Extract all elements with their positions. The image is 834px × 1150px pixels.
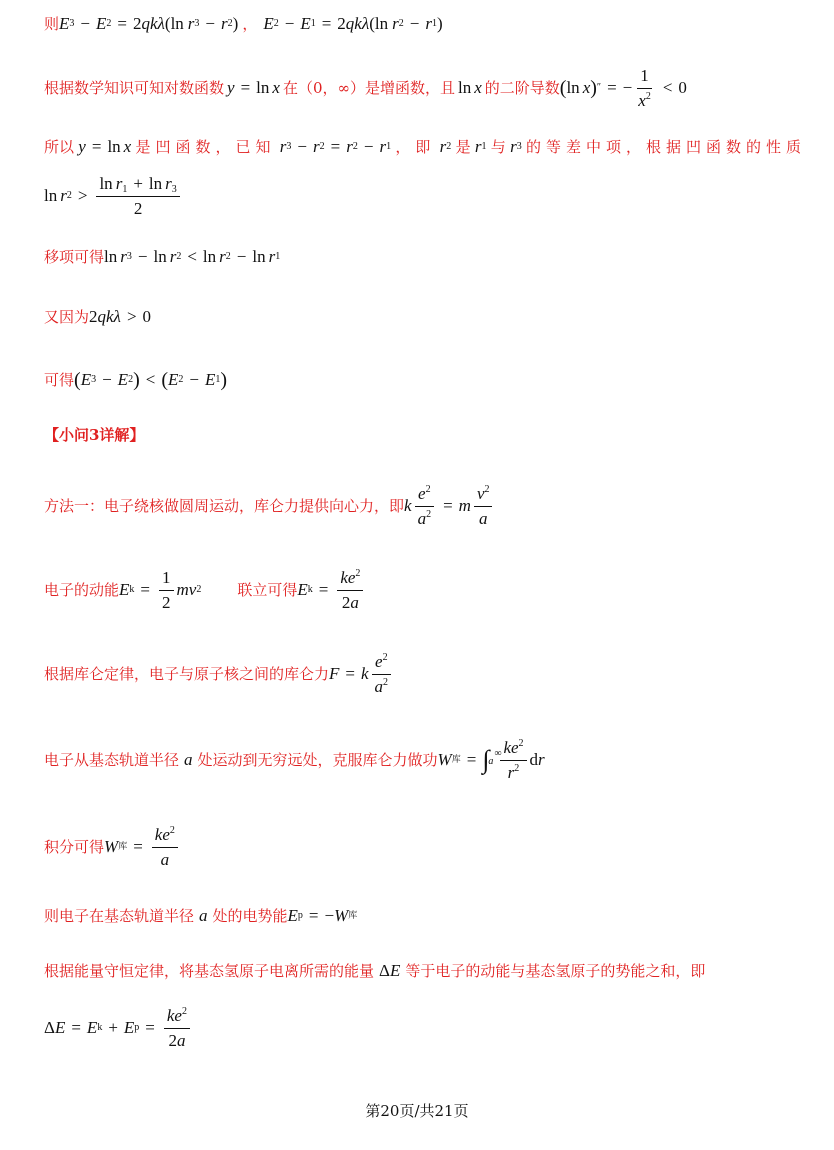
text-method-one: 方法一：电子绕核做圆周运动，库仑力提供向心力，即 (44, 497, 405, 515)
line-coulomb-law (44, 650, 806, 698)
line-positive (44, 307, 806, 327)
formula-coulomb-force: F = k $\frac{e^2}{a^2}$ (329, 652, 394, 697)
formula-y-ln-x: y = ln x (227, 78, 280, 97)
text-middle-term: 的等差中项，根据凹函数的性质 (525, 138, 806, 156)
formula-ln-r2-inequality: ln r 2 > $\frac{\ln r_1 + \ln r_3}{2}$ (44, 174, 183, 219)
page-number: 第20页/共21页 (365, 1102, 469, 1120)
formula-y-ln-x-2: y = ln x (78, 137, 132, 156)
text-concave: 是凹函数，已知 (135, 138, 276, 156)
line-energy-differences (44, 14, 806, 34)
formula-centripetal: k $\frac{e^2}{a^2}$ = m $\frac{v^2}{a}$ (404, 484, 495, 529)
line-log-function-property (44, 65, 806, 110)
line-integral-result (44, 823, 806, 871)
section-heading (44, 425, 806, 445)
line-method-one (44, 482, 806, 530)
text-potential-a: 则电子在基态轨道半径 (44, 907, 195, 925)
line-concave-function (44, 137, 806, 157)
text-because: 又因为 (44, 308, 90, 326)
line-work-integral (44, 736, 806, 784)
formula-ek-ke2-2a: E k = $\frac{ke^2}{2a}$ (297, 568, 366, 613)
symbol-r3: r 3 (510, 137, 522, 156)
text-suoyi: 所以 (44, 138, 75, 156)
line-ionization-energy (44, 1004, 806, 1052)
text-increasing: 在（0，∞）是增函数，且 (282, 79, 455, 97)
formula-delta-e: Δ E = E k + E p = $\frac{ke^2}{2a}$ (44, 1006, 193, 1051)
text-coulomb: 根据库仑定律，电子与原子核之间的库仑力 (44, 665, 330, 683)
text-move-infinity: 电子从基态轨道半径 (44, 751, 180, 769)
symbol-r2: r 2 (439, 137, 452, 156)
symbol-delta-e: Δ E (379, 961, 401, 980)
text-work-done: 处运动到无穷远处，克服库仑力做功 (197, 751, 438, 769)
line-energy-conservation (44, 961, 806, 981)
text-conservation-b: 等于电子的动能与基态氢原子的势能之和，即 (405, 962, 706, 980)
formula-energy-compare: ( E 3 − E 2 ) < ( E 2 − E 1 ) (74, 369, 228, 391)
symbol-a: a (184, 750, 193, 769)
text-shi: 是 (455, 138, 471, 156)
formula-work-integral: W 库 = ∫ ∞ a $\frac{ke^2}{r^2}$ d r (437, 737, 545, 782)
text-ji: ，即 (395, 138, 436, 156)
text-potential-b: 处的电势能 (212, 907, 288, 925)
formula-e2-minus-e1: E 2 − E 1 = 2 qkλ (ln r 2 − r 1 ) (263, 14, 443, 33)
line-potential-energy (44, 906, 806, 926)
text-kinetic: 电子的动能 (44, 581, 120, 599)
formula-2qk-lambda: 2 qkλ > 0 (89, 307, 152, 326)
formula-second-derivative: ( ln x ) ″ = − $\frac{1}{x^2}$ < 0 (559, 65, 687, 110)
formula-arithmetic: r 3 − r 2 = r 2 − r 1 (279, 137, 392, 156)
line-kinetic-energy (44, 566, 806, 614)
text-log-function: 根据数学知识可知对数函数 (44, 79, 225, 97)
text-yu: 与 (490, 138, 506, 156)
formula-e3-minus-e2: E 3 − E 2 = 2 qkλ (ln r 3 − r 2 ) (59, 14, 239, 33)
line-inequality (44, 172, 806, 220)
formula-ep: E p = − W 库 (287, 906, 358, 925)
line-rearrange (44, 247, 806, 267)
text-conservation-a: 根据能量守恒定律，将基态氢原子电离所需的能量 (44, 962, 375, 980)
text-comma: ， (242, 15, 258, 33)
line-conclusion (44, 370, 806, 390)
text-rearrange: 移项可得 (44, 248, 105, 266)
text-ze: 则 (44, 15, 60, 33)
symbol-a-2: a (199, 906, 208, 925)
text-second-derivative: 的二阶导数 (484, 79, 560, 97)
heading-question-3: 【小问3详解】 (44, 426, 145, 444)
formula-log-difference: ln r 3 − ln r 2 < ln r 2 − ln r 1 (104, 247, 281, 266)
symbol-r1: r 1 (474, 137, 487, 156)
formula-ln-x: ln x (457, 78, 482, 97)
text-integrate: 积分可得 (44, 838, 105, 856)
text-kede: 可得 (44, 371, 75, 389)
text-combine: 联立可得 (237, 581, 298, 599)
formula-ek-half-mv2: E k = $\frac{1}{2}$ mv 2 (119, 567, 202, 612)
formula-w-ku-result: W 库 = $\frac{ke^2}{a}$ (104, 825, 181, 870)
